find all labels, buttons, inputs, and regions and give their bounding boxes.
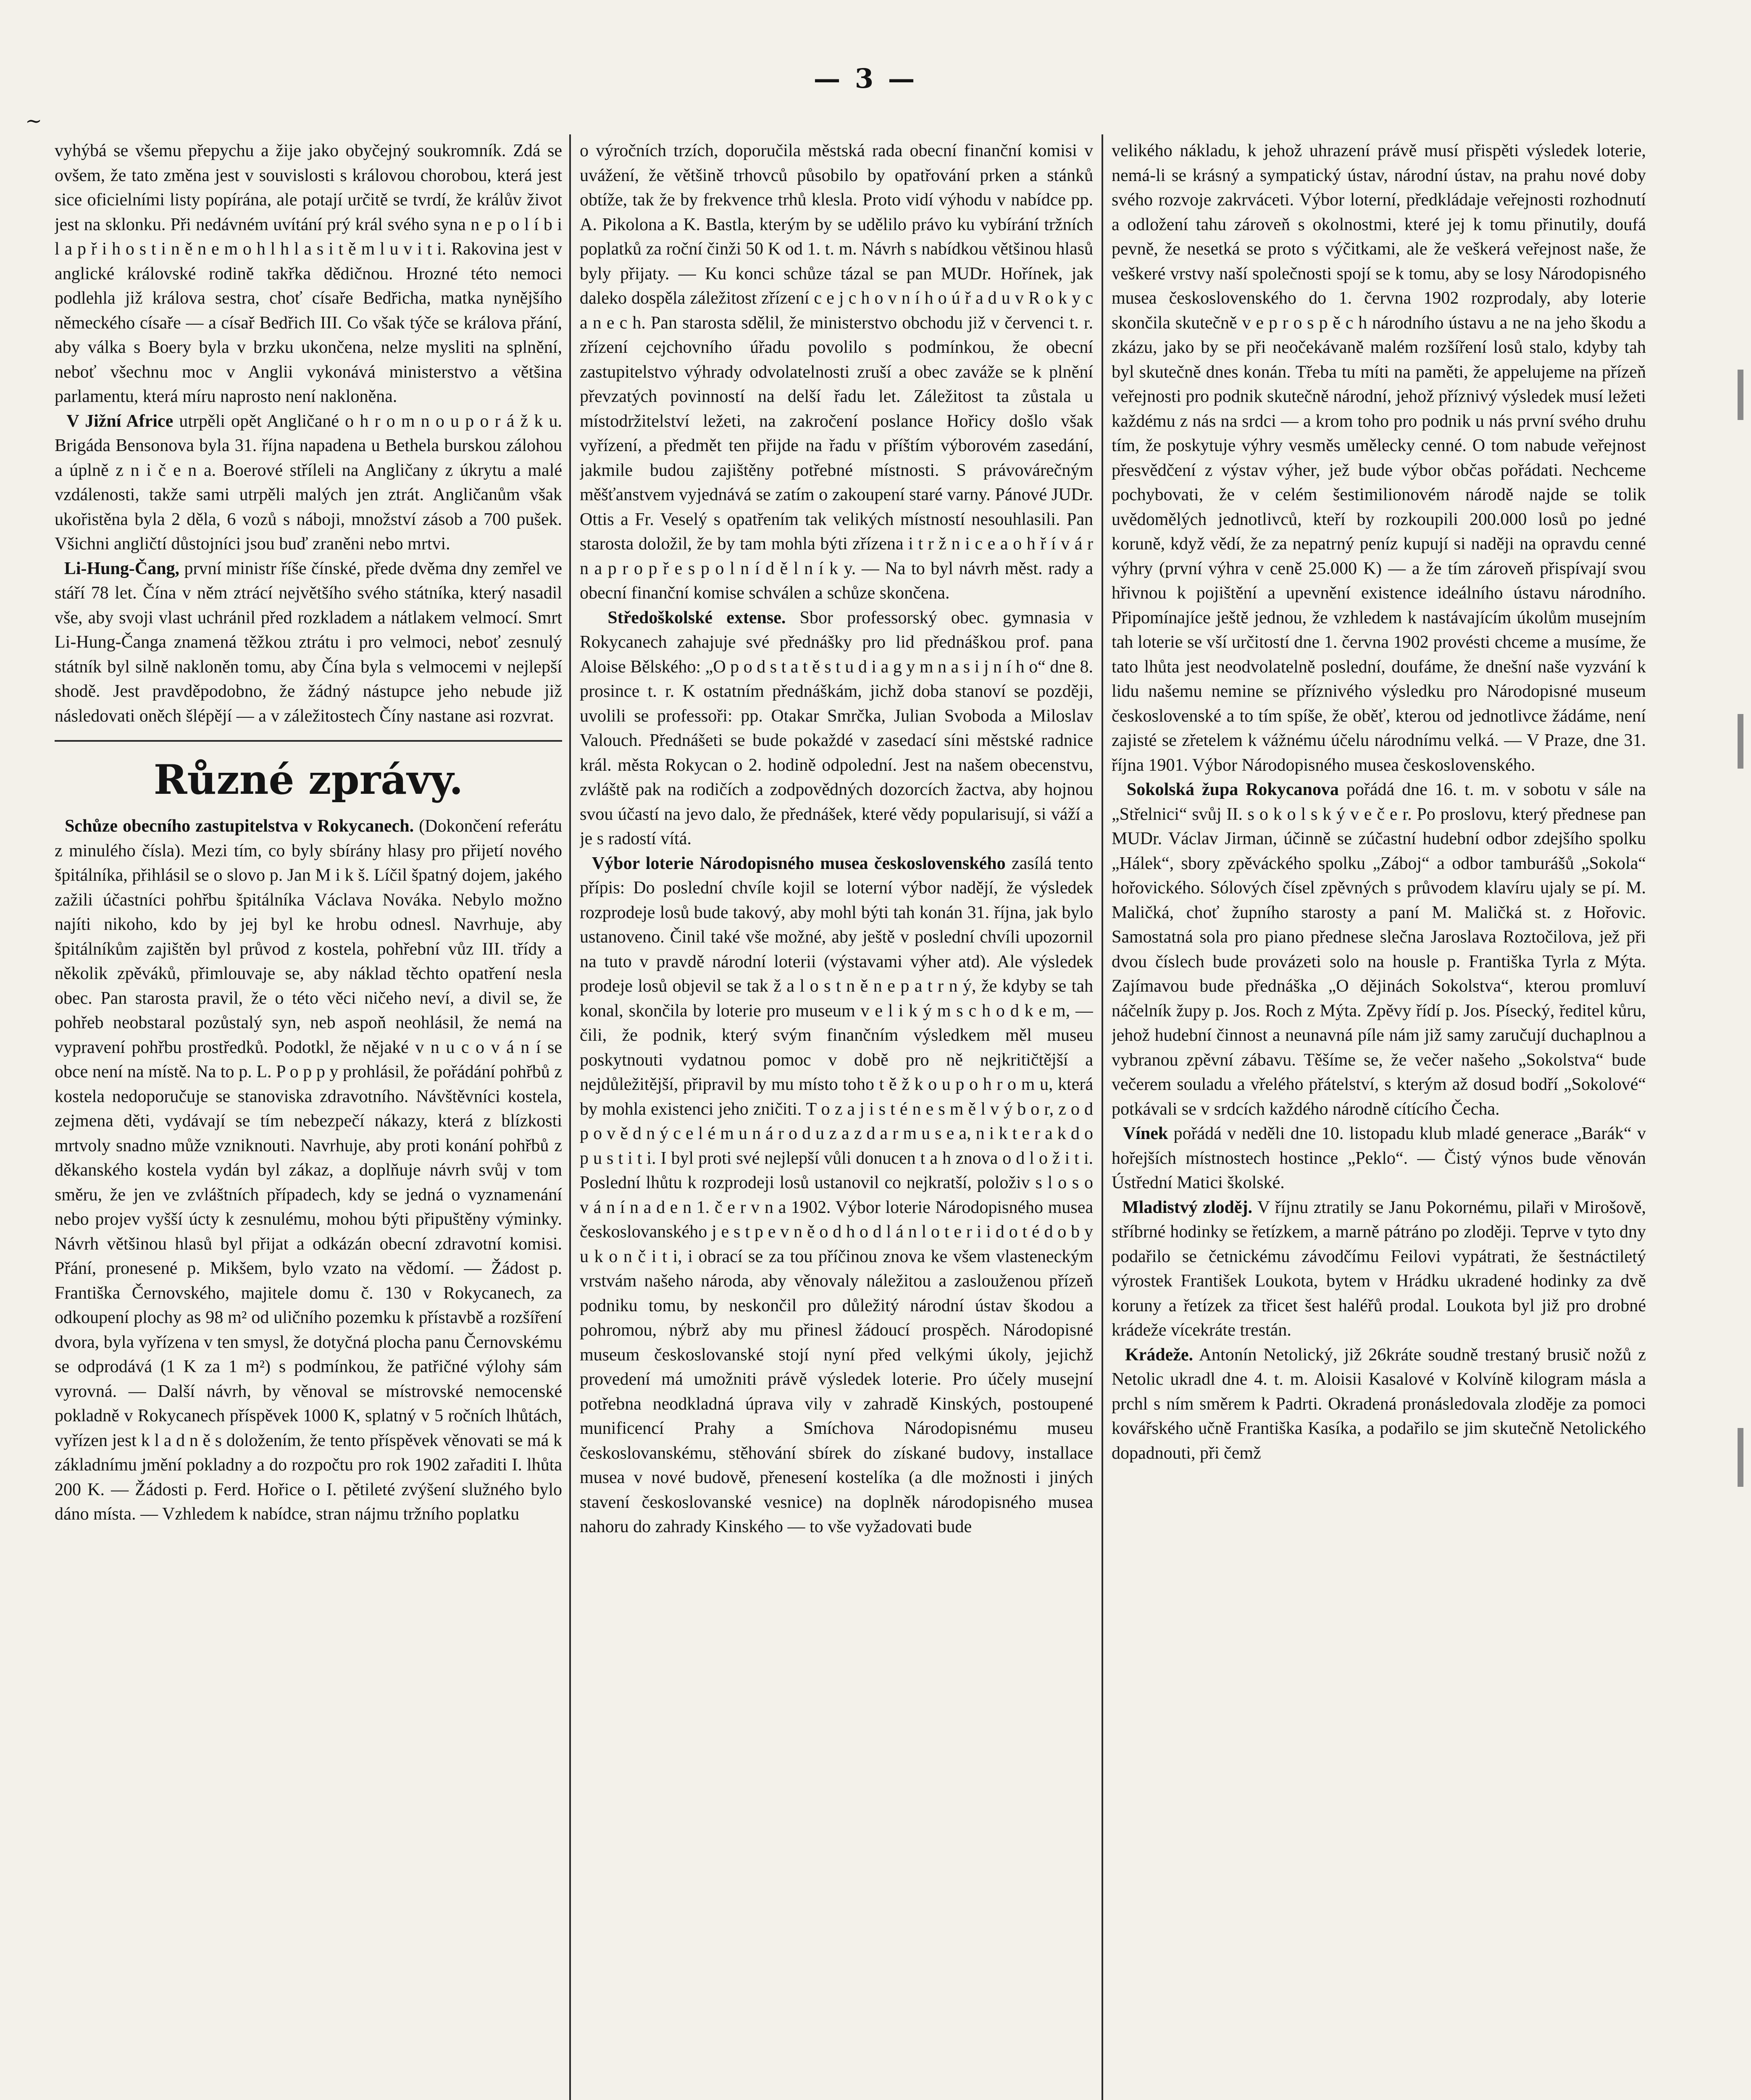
article-lead: Krádeže.	[1125, 1345, 1194, 1365]
article-paragraph	[1112, 1121, 1646, 1195]
column-2	[580, 139, 1093, 2100]
article-paragraph: vyhýbá se všemu přepychu a žije jako obyčejný soukromník. Zdá se ovšem, že tato změna jest v souvislosti s královou chorobou, která jest sice oficielními listy popírána, ale potají určitě se tvrdí, že králův život jest na sklonku. Při nedávném uvítání prý král svého syna n e p o l í b i l a p ř i h o s t i n ě n e m o h l h l a s i t ě m l u v i t i. Rakovina jest v anglické královské rodině takřka dědičnou. Hrozné této nemoci podlehla již králova sestra, choť císaře Bedřicha, matka nynějšího německého císaře — a císař Bedřich III. Co však týče se králova přání, aby válka s Boery byla v brzku ukončena, nelze mysliti na splnění, neboť všechnu moc v Anglii vykonává ministerstvo a většina parlamentu, která míru naprosto není nakloněna.	[55, 141, 562, 406]
article-lead: Středoškolské extense.	[607, 608, 786, 627]
article-text: první ministr říše čínské, přede dvěma dny zemřel ve stáří 78 let. Čína v něm ztrácí největšího svého státníka, který nasadil vše, aby svoji vlast uchránil před rozkladem a nátlakem velmocí. Smrt Li-Hung-Čanga znamená těžkou ztrátu i pro velmoci, neboť zesnulý státník byl silně nakloněn tomu, aby Čína byla s velmocemi v nejlepší shodě. Jest pravděpodobno, že žádný nástupce jeho nebude již následovati oněch šlépějí — a v záležitostech Číny nastane asi rozvrat.	[55, 559, 562, 726]
article-paragraph: velikého nákladu, k jehož uhrazení právě musí přispěti výsledek loterie, nemá-li se krásný a sympatický ústav, národní ústav, na prahu nové doby svého rozvoje zakrváceti. Výbor loterní, předkládaje veřejnosti rozhodnutí a odložení tahu zároveň s okolnostmi, které jej k tomu přinutily, doufá pevně, že nesetká se proto s výčitkami, ale že veškerá veřejnost naše, že veškeré vrstvy naší společnosti spojí se k tomu, aby se losy Národopisného musea československého do 1. června 1902 rozprodaly, aby loterie skončila skutečně v e p r o s p ě c h národního ústavu a ne na jeho škodu a zkázu, jako by se při neočekávaně malém rozšíření losů stalo, kdyby tah byl skutečně dnes konán. Třeba tu míti na paměti, že appelujeme na přízeň veřejnosti pro podnik skutečně národní, jehož příznivý výsledek musí ležeti každému z nás na srdci — a krom toho pro podnik u nás první svého druhu tím, že poskytuje výhry vesměs umělecky cenné. O tom nabude veřejnost přesvědčení z výstav výher, jež bude výbor občas pořádati. Nechceme pochybovati, že v celém šestimilionovém národě najde se tolik uvědomělých jednotlivců, kteří by rozkoupili 200.000 losů po jedné koruně, když vědí, že za nepatrný peníz kupují si naději na opravdu cenné výhry (první výhra v ceně 25.000 K) — a že tím zároveň přispívají svou hřivnou k pojištění a upevnění existence ideálního ústavu národního. Připomínajíce ještě jednou, že vzhledem k nastávajícím úkolům musejním tah loterie se vší určitostí dne 1. června 1902 provésti chceme a musíme, že tato lhůta jest neodvolatelně poslední, doufáme, že dnešní naše vyzvání k lidu našemu nemine se příznivého výsledku pro Národopisné museum československé a to tím spíše, že oběť, kterou od jednotlivce žádáme, není zajisté se zřetelem k vážnému účelu národnímu velká. — V Praze, dne 31. října 1901. Výbor Národopisného musea československého.	[1112, 141, 1646, 775]
article-paragraph	[55, 814, 562, 1527]
article-paragraph	[1112, 1343, 1646, 1466]
article-lead: Schůze obecního zastupitelstva v Rokycanech.	[65, 816, 414, 836]
article-lead: Li-Hung-Čang,	[64, 559, 180, 578]
article-paragraph	[1112, 1195, 1646, 1343]
article-text: pořádá v neděli dne 10. listopadu klub mladé generace „Barák“ v hořejších místnostech hostince „Peklo“. — Čistý výnos bude věnován Ústřední Matici školské.	[1112, 1124, 1646, 1192]
article-lead: Výbor loterie Národopisného musea československého	[592, 853, 1006, 873]
article-paragraph: o výročních trzích, doporučila městská rada obecní finanční komisi v uvážení, že většině trhovců působilo by opatřování prken a stánků obtíže, tak že by frekvence trhů klesla. Proto vidí výhodu v nabídce pp. A. Pikolona a K. Bastla, kterým by se udělilo právo ku vybírání tržních poplatků za roční činži 50 K od 1. t. m. Návrh s nabídkou většinou hlasů byly přijaty. — Ku konci schůze tázal se pan MUDr. Hořínek, jak daleko dospěla záležitost zřízení c e j c h o v n í h o ú ř a d u v R o k y c a n e c h. Pan starosta sdělil, že ministerstvo obchodu již v červenci t. r. zřízení cejchovního úřadu povolilo s podmínkou, že obecní zastupitelstvo výhrady odvolatelnosti zruší a obec zaváže se k plnění převzatých povinností na delší řadu let. Záležitost ta zůstala u místodržitelství ležeti, na zakročení poslance Hořicy došlo však vyřízení, a předmět ten přijde na řadu v příštím výborovém zasedání, jakmile budou zajištěny potřebné místnosti. S právovárečným měšťanstvem vyjednává se zatím o zakoupení staré varny. Pánové JUDr. Ottis a Fr. Veselý s opatřením tak velikých místností nesouhlasili. Pan starosta doložil, že by tam mohla býti zřízena i t r ž n i c e a o h ř í v á r n a p r o p ř e s p o l n í d ě l n í k y. — Na to byl návrh měst. rady a obecní finanční komise schválen a schůze skončena.	[580, 141, 1093, 603]
article-text: V říjnu ztratily se Janu Pokornému, pilaři v Mirošově, stříbrné hodinky se řetízkem, a marně pátráno po zloději. Teprve v tyto dny podařilo se četnickému závodčímu Feilovi vypátrati, že šestnáctiletý výrostek František Loukota, bytem v Hrádku ukradené hodinky za dvě koruny a řetízek za třicet šest haléřů prodal. Loukota byl již pro drobné krádeže vícekráte trestán.	[1112, 1197, 1646, 1340]
article-text: utrpěli opět Angličané o h r o m n o u p o r á ž k u. Brigáda Bensonova byla 31. října napadena u Bethela burskou zálohou a úplně z n i č e n a. Boerové stříleli na Angličany z úkrytu a malé vzdálenosti, takže sami utrpěli malých jen ztrát. Angličanům však ukořistěna byla 2 děla, 6 vozů s náboji, množství zásob a 700 pušek. Všichni angličtí důstojníci jsou buď zraněni nebo mrtvi.	[55, 411, 562, 554]
section-title: Různé zprávy.	[153, 756, 463, 803]
section-divider	[55, 740, 562, 742]
column-3	[1112, 139, 1646, 2100]
article-paragraph	[580, 606, 1093, 851]
article-lead: V Jižní Africe	[66, 411, 174, 431]
article-paragraph	[580, 851, 1093, 1539]
corner-mark: ~	[25, 109, 42, 133]
scan-edge-mark	[1738, 1428, 1743, 1487]
article-lead: Vínek	[1123, 1124, 1168, 1143]
scan-edge-mark	[1738, 370, 1743, 420]
article-text: (Dokončení referátu z minulého čísla). Mezi tím, co byly sbírány hlasy pro přijetí nového špitálníka, přihlásil se o slovo p. Jan M i k š. Líčil špatný dojem, jakého zažili účastníci pohřbu špitálníka Václava Nováka. Nebylo možno najíti nikoho, kdo by jej byl ke hrobu odnesl. Navrhuje, aby špitálníkům zajištěn byl průvod z kostela, pohřební vůz III. třídy a několik zpěváků, přimlouvaje se, aby náklad těchto opatření nesla obec. Pan starosta pravil, že o této věci ničeho neví, a divil se, že pohřeb neobstaral pozůstalý syn, neb aspoň neohlásil, že nemá na vypravení pohřbu prostředků. Podotkl, že nějaké v n u c o v á n í se obce není na místě. Na to p. L. P o p p y prohlásil, že pořádání pohřbů z kostela nedoporučuje se stanoviska zdravotního. Návštěvníci kostela, zejmena děti, vydávají se tím nebezpečí nákazy, která z blízkosti mrtvoly snadno může vzniknouti. Navrhuje, aby proti konání pohřbů z děkanského kostela vydán byl zákaz, a doplňuje návrh svůj v tom směru, že jen ve zvláštních případech, kdy se jedná o vyznamenání nebo projev vyšší úcty k zesnulému, mohou býti připuštěny výminky. Návrh většinou hlasů byl přijat a odkázán obecní zdravotní komisi. Přání, pronesené p. Mikšem, bylo vzato na vědomí. — Žádost p. Františka Černovského, majitele domu č. 130 v Rokycanech, za odkoupení plochy as 98 m² od uličního pozemku k přístavbě a rozšíření dvora, byla vyřízena v ten smysl, že dotyčná plocha panu Černovskému se odprodává (1 K za 1 m²) s podmínkou, že patřičné výlohy sám vyrovná. — Další návrh, by věnoval se místrovské nemocenské pokladně v Rokycanech příspěvek 1000 K, splatný v 5 ročních lhůtách, vyřízen jest k l a d n ě s doložením, že tento příspěvek věnovati se má k základnímu jmění pokladny a do rozpočtu pro rok 1902 zařaditi I. lhůta 200 K. — Žádosti p. Ferd. Hořice o I. pětileté zvýšení služného bylo dáno místa. — Vzhledem k nabídce, stran nájmu tržního poplatku	[55, 816, 562, 1524]
article-paragraph	[55, 556, 562, 729]
article-lead: Mladistvý zloděj.	[1122, 1197, 1253, 1217]
scan-edge-mark	[1738, 714, 1743, 769]
article-paragraph	[55, 409, 562, 556]
article-text: pořádá dne 16. t. m. v sobotu v sále na „Střelnici“ svůj II. s o k o l s k ý v e č e r. Po proslovu, který přednese pan MUDr. Václav Jirman, účinně se zúčastní hudební odbor zdejšího spolku „Hálek“, sbory zpěváckého spolku „Záboj“ a odbor tamburášů „Sokola“ hořovického. Sólových čísel zpěvných s průvodem klavíru ujaly se pí. M. Maličká, choť župního starosty a paní M. Maličká st. z Hořovic. Samostatná sola pro piano přednese slečna Jaroslava Roztočilova, jež při dvou číslech bude provázeti solo na housle p. Františka Tyrla z Mýta. Zajímavou bude přednáška „O dějinách Sokolstva“, kterou promluví náčelník župy p. Jos. Roch z Mýta. Zpěvy řídí p. Jos. Písecký, ředitel kůru, jehož hudební činnost a neunavná píle nám již samy zaručují duchaplnou a vybranou zpěvní zábavu. Těšíme se, že večer našeho „Sokolstva“ bude večerem souladu a vřelého přátelství, s kterým až dosud bodří „Sokolové“ potkávali se v srdcích každého národně cítícího Čecha.	[1112, 780, 1646, 1119]
column-1	[55, 139, 562, 2100]
article-text: Antonín Netolický, již 26kráte soudně trestaný brusič nožů z Netolic ukradl dne 4. t. m. Aloisii Kasalové v Kolvíně kilogram másla a prchl s ním směrem k Padrti. Okradená pronásledovala zloděje za pomoci kovářského učně Františka Kasíka, a podařilo se jim skutečně Netolického dopadnouti, při čemž	[1112, 1345, 1646, 1463]
article-paragraph	[1112, 777, 1646, 1121]
column-rule-2	[1102, 134, 1103, 2100]
page-number: — 3 —	[813, 63, 918, 94]
article-lead: Sokolská župa Rokycanova	[1126, 780, 1339, 799]
article-text: zasílá tento přípis: Do poslední chvíle kojil se loterní výbor nadějí, že výsledek rozprodeje losů bude takový, aby mohl býti tah konán 31. října, jak bylo ustanoveno. Činil také vše možné, aby ještě v poslední chvíli upozornil na tuto v pravdě národní loterii (výstavami výher atd). Ale výsledek prodeje losů objevil se tak ž a l o s t n ě n e p a t r n ý, že kdyby se tah konal, skončila by loterie pro museum v e l i k ý m s c h o d k e m, — čili, že podnik, který svým finančním výsledkem měl museu poskytnouti vydatnou pomoc v době pro ně nejkritičtější a nejdůležitější, připravil by mu místo toho t ě ž k o u p o h r o m u, která by mohla existenci jeho zničiti. T o z a j i s t é n e s m ě l v ý b o r, z o d p o v ě d n ý c e l é m u n á r o d u z a z d a r m u s e a, n i k t e r a k d o p u s t i t i. I byl proti své nejlepší vůli donucen t a h znova o d l o ž i t i. Poslední lhůtu k rozprodeji losů ustanovil co nejkratší, položiv s l o s o v á n í n a d e n 1. č e r v n a 1902. Výbor loterie Národopisného musea českoslovanského j e s t p e v n ě o d h o d l á n l o t e r i i d o t é d o b y u k o n č i t i, i obrací se za tou příčinou znova ke všem vlasteneckým vrstvám našeho národa, aby věnovaly náležitou a zaslouženou přízeň podniku tomu, by neskončil pro důležitý národní ústav škodou a pohromou, nýbrž aby mu přinesl žádoucí prospěch. Národopisné museum českoslovanské stojí nyní před velkými úkoly, jejichž provedení má umožniti právě výsledek loterie. Pro účely musejní potřebna neodkladná úprava vily v zahradě Kinských, postoupené munificencí Prahy a Smíchova Národopisnému museu českoslovanskému, stěhování sbírek do získané budovy, installace musea v nové budově, přenesení kostelíka (a dle možnosti i jiných stavení českoslovanské vesnice) na doplněk národopisného musea nahoru do zahrady Kinského — to vše vyžadovati bude	[580, 853, 1093, 1536]
article-text: Sbor professorský obec. gymnasia v Rokycanech zahajuje své přednášky pro lid přednáškou prof. pana Aloise Bělského: „O p o d s t a t ě s t u d i a g y m n a s i j n í h o“ dne 8. prosince t. r. K ostatním přednáškám, jichž doba stanoví se později, uvolili se professoři: pp. Otakar Smrčka, Julian Svoboda a Miloslav Valouch. Přednášeti se bude pokaždé v zasedací síni městské radnice král. města Rokycan o 2. hodině odpolední. Jest na našem obecenstvu, zvláště pak na rodičích a zodpovědných dozorcích žactva, aby hojnou svou účastí na jevo dalo, že přednášek, které vědy popularisují, si váží a je s radostí vítá.	[580, 608, 1093, 848]
column-rule-1	[569, 134, 571, 2100]
